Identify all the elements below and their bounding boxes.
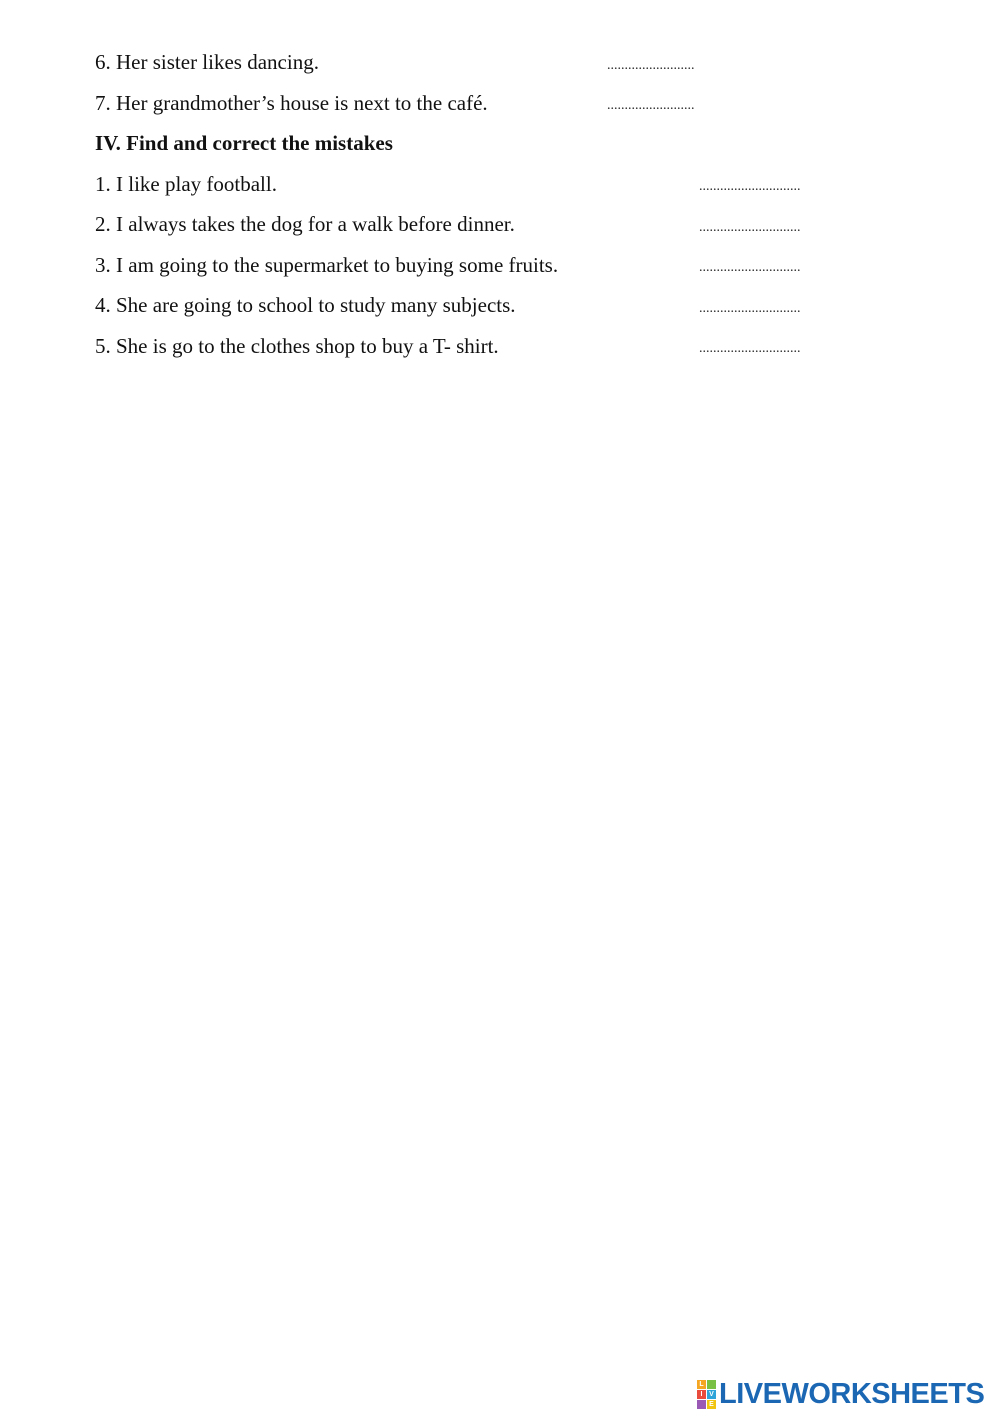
mistake-item-4: 4. She are going to school to study many subjects.: [95, 293, 516, 317]
exercise-item-7: 7. Her grandmother’s house is next to the café.: [95, 91, 488, 115]
answer-blank-7[interactable]: .........................: [607, 98, 695, 113]
answer-blank-6[interactable]: .........................: [607, 58, 695, 73]
logo-cell: [697, 1400, 706, 1409]
logo-cell: [707, 1380, 716, 1389]
exercise-item-6: 6. Her sister likes dancing.: [95, 50, 319, 74]
section-heading: IV. Find and correct the mistakes: [95, 131, 393, 155]
answer-blank-mistake-3[interactable]: .............................: [699, 260, 801, 275]
logo-cell: I: [697, 1390, 706, 1399]
logo-cell: L: [697, 1380, 706, 1389]
logo-cell: V: [707, 1390, 716, 1399]
mistake-item-3: 3. I am going to the supermarket to buying some fruits.: [95, 253, 559, 277]
answer-blank-mistake-2[interactable]: .............................: [699, 220, 801, 235]
mistake-item-2: 2. I always takes the dog for a walk before dinner.: [95, 212, 515, 236]
mistake-item-1: 1. I like play football.: [95, 172, 277, 196]
answer-blank-mistake-5[interactable]: .............................: [699, 341, 801, 356]
logo-grid-icon: [697, 1380, 716, 1409]
liveworksheets-logo: [697, 1379, 984, 1409]
answer-blank-mistake-1[interactable]: .............................: [699, 179, 801, 194]
logo-cell: E: [707, 1400, 716, 1409]
logo-text: LIVEWORKSHEETS: [719, 1378, 985, 1410]
answer-blank-mistake-4[interactable]: .............................: [699, 301, 801, 316]
mistake-item-5: 5. She is go to the clothes shop to buy a T- shirt.: [95, 334, 499, 358]
